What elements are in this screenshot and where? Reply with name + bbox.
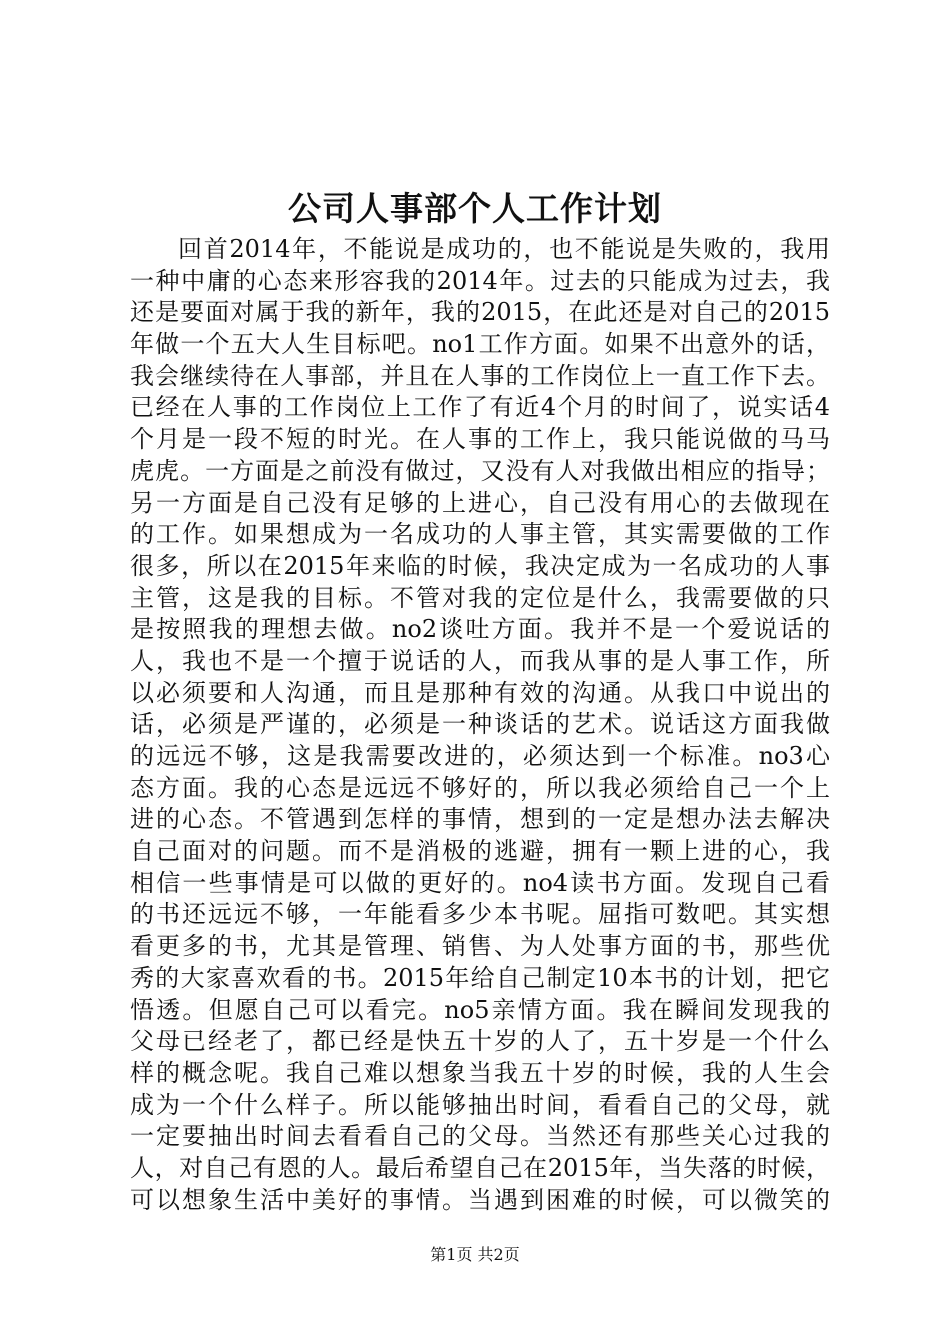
body-line: 很多，所以在2015年来临的时候，我决定成为一名成功的人事: [130, 551, 830, 580]
body-line: 我会继续待在人事部，并且在人事的工作岗位上一直工作下去。: [130, 361, 830, 390]
body-line: 年做一个五大人生目标吧。no1工作方面。如果不出意外的话，: [130, 330, 830, 359]
body-line: 自己面对的问题。而不是消极的逃避，拥有一颗上进的心，我: [130, 837, 830, 866]
body-line: 个月是一段不短的时光。在人事的工作上，我只能说做的马马: [130, 425, 830, 454]
body-line: 人，对自己有恩的人。最后希望自己在2015年，当失落的时候，: [130, 1153, 830, 1182]
body-line: 进的心态。不管遇到怎样的事情，想到的一定是想办法去解决: [130, 805, 830, 834]
body-line: 虎虎。一方面是之前没有做过，又没有人对我做出相应的指导；: [130, 456, 830, 485]
page-footer: 第1页 共2页: [430, 1245, 520, 1264]
body-line: 态方面。我的心态是远远不够好的，所以我必须给自己一个上: [130, 773, 830, 802]
document-title: 公司人事部个人工作计划: [288, 189, 662, 228]
body-line: 悟透。但愿自己可以看完。no5亲情方面。我在瞬间发现我的: [130, 995, 830, 1024]
body-line: 回首2014年，不能说是成功的，也不能说是失败的，我用: [178, 235, 830, 263]
body-line: 可以想象生活中美好的事情。当遇到困难的时候，可以微笑的: [130, 1185, 830, 1214]
body-line: 相信一些事情是可以做的更好的。no4读书方面。发现自己看: [130, 868, 830, 897]
body-line: 另一方面是自己没有足够的上进心，自己没有用心的去做现在: [130, 488, 830, 517]
body-line: 人，我也不是一个擅于说话的人，而我从事的是人事工作，所: [130, 646, 830, 675]
body-line: 一种中庸的心态来形容我的2014年。过去的只能成为过去，我: [130, 266, 830, 295]
body-line: 的书还远远不够，一年能看多少本书呢。屈指可数吧。其实想: [130, 900, 830, 929]
body-line: 秀的大家喜欢看的书。2015年给自己制定10本书的计划，把它: [130, 963, 830, 992]
document-body: [130, 234, 830, 1216]
body-line: 已经在人事的工作岗位上工作了有近4个月的时间了，说实话4: [130, 393, 830, 422]
body-line: 看更多的书，尤其是管理、销售、为人处事方面的书，那些优: [130, 932, 830, 961]
body-line: 是按照我的理想去做。no2谈吐方面。我并不是一个爱说话的: [130, 615, 830, 644]
body-line: 以必须要和人沟通，而且是那种有效的沟通。从我口中说出的: [130, 678, 830, 707]
body-line: 一定要抽出时间去看看自己的父母。当然还有那些关心过我的: [130, 1122, 830, 1151]
body-line: 成为一个什么样子。所以能够抽出时间，看看自己的父母，就: [130, 1090, 830, 1119]
body-line: 还是要面对属于我的新年，我的2015，在此还是对自己的2015: [130, 298, 830, 327]
body-line: 的远远不够，这是我需要改进的，必须达到一个标准。no3心: [130, 742, 830, 770]
body-line: 父母已经老了，都已经是快五十岁的人了，五十岁是一个什么: [130, 1027, 830, 1056]
body-line: 的工作。如果想成为一名成功的人事主管，其实需要做的工作: [130, 520, 830, 549]
body-line: 主管，这是我的目标。不管对我的定位是什么，我需要做的只: [130, 583, 830, 612]
body-line: 样的概念呢。我自己难以想象当我五十岁的时候，我的人生会: [130, 1058, 830, 1087]
body-line: 话，必须是严谨的，必须是一种谈话的艺术。说话这方面我做: [130, 710, 830, 739]
